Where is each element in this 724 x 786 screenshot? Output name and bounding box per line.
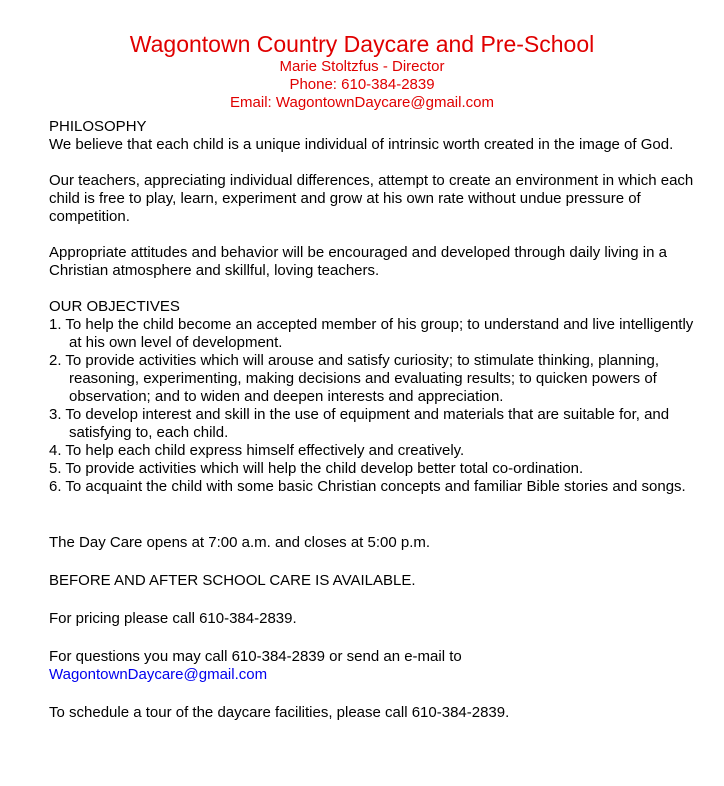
philosophy-paragraph: We believe that each child is a unique individual of intrinsic worth created in the image of God.: [49, 136, 674, 153]
philosophy-paragraph: Appropriate attitudes and behavior will be encouraged and developed through daily living in a Christian atmosphere and skillful, loving teachers.: [49, 244, 667, 279]
philosophy-heading: PHILOSOPHY: [49, 118, 147, 135]
objective-item: 4. To help each child express himself effectively and creatively.: [49, 442, 465, 459]
objectives-heading: OUR OBJECTIVES: [49, 298, 180, 315]
email-link[interactable]: WagontownDaycare@gmail.com: [49, 666, 268, 683]
pricing-text: For pricing please call 610-384-2839.: [49, 610, 297, 627]
questions-text: For questions you may call 610-384-2839 or send an e-mail to: [49, 648, 462, 665]
director-line: Marie Stoltzfus - Director: [279, 58, 445, 75]
objective-item: 5. To provide activities which will help the child develop better total co-ordination.: [49, 460, 584, 477]
main-content: [49, 118, 709, 722]
objective-item: 6. To acquaint the child with some basic Christian concepts and familiar Bible stories and songs.: [49, 478, 686, 495]
before-after-care-text: BEFORE AND AFTER SCHOOL CARE IS AVAILABLE.: [49, 572, 416, 589]
objective-item: 3. To develop interest and skill in the use of equipment and materials that are suitable for, and satisfying to, each child.: [49, 406, 670, 441]
email-line: Email: WagontownDaycare@gmail.com: [230, 94, 494, 111]
objective-item: 2. To provide activities which will arouse and satisfy curiosity; to stimulate thinking, planning, reasoning, experimenting, making decisions and evaluating results; to quicken powers of observation; and to widen and deepen interests and appreciation.: [49, 352, 660, 405]
page-title: Wagontown Country Daycare and Pre-School: [129, 31, 595, 57]
tour-text: To schedule a tour of the daycare facilities, please call 610-384-2839.: [49, 704, 510, 721]
phone-line: Phone: 610-384-2839: [289, 76, 435, 93]
objective-item: 1. To help the child become an accepted member of his group; to understand and live intelligently at his own level of development.: [49, 316, 694, 351]
objectives-list: [49, 316, 709, 496]
hours-text: The Day Care opens at 7:00 a.m. and closes at 5:00 p.m.: [49, 534, 431, 551]
philosophy-paragraph: Our teachers, appreciating individual differences, attempt to create an environment in which each child is free to play, learn, experiment and grow at his own rate without undue pressure of competition.: [49, 172, 694, 225]
page-header: [0, 30, 724, 112]
